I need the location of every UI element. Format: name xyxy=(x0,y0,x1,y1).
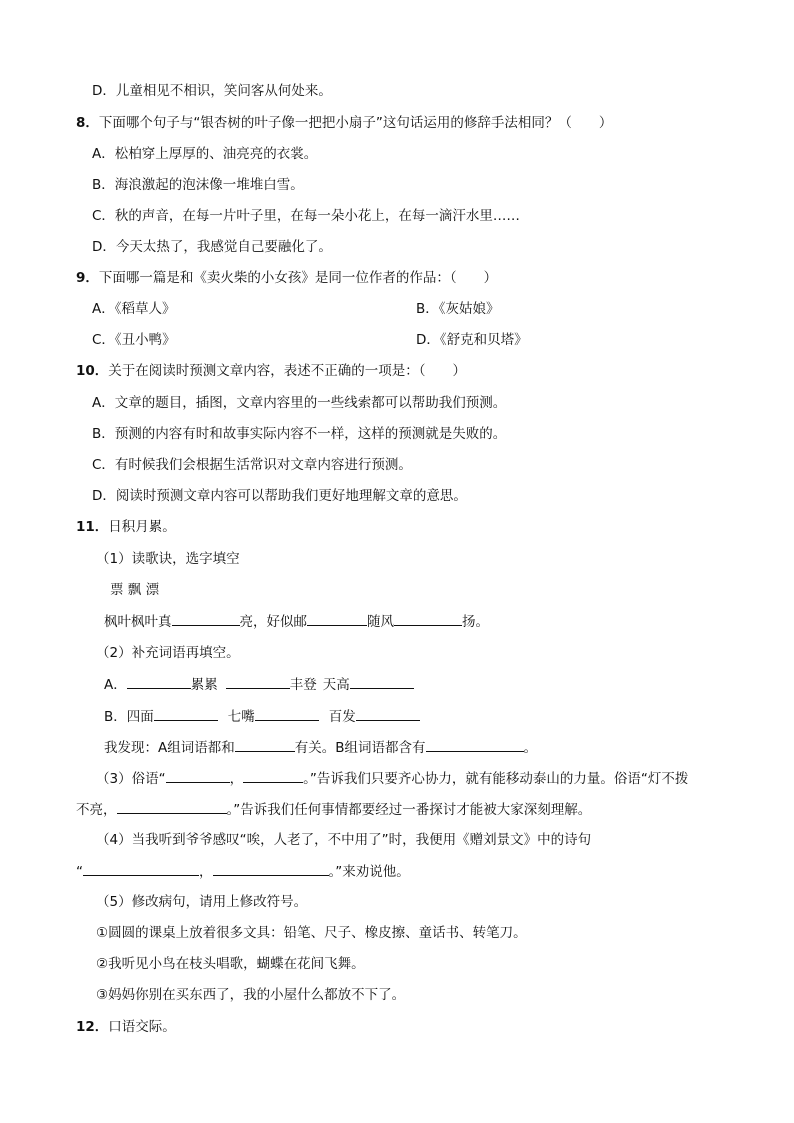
q11-part5-sentence-1: ①圆圆的课桌上放着很多文具：铅笔、尺子、橡皮擦、童话书、转笔刀。 xyxy=(96,925,527,941)
q11-part4-line1: （4）当我听到爷爷感叹“唉，人老了，不中用了”时，我便用《赠刘景文》中的诗句 xyxy=(96,832,592,848)
question-8-number: 8． xyxy=(76,115,99,131)
q11-part2-b-blank-2[interactable] xyxy=(255,706,319,721)
q11-part3-text-3: 不亮， xyxy=(76,802,117,818)
q11-part4-text-1: “ xyxy=(76,864,83,880)
q11-part4-comma: ， xyxy=(199,864,213,880)
q10-option-c: C．有时候我们会根据生活常识对文章内容进行预测。 xyxy=(92,457,412,473)
q11-part3-text-1: （3）俗语“ xyxy=(96,771,166,787)
q11-part2-group-b xyxy=(104,706,420,727)
q11-part1-blank-2[interactable] xyxy=(307,611,367,626)
q10-option-a: A．文章的题目，插图，文章内容里的一些线索都可以帮助我们预测。 xyxy=(92,395,507,411)
question-12-title: 口语交际。 xyxy=(108,1019,176,1035)
q7-option-d: D．儿童相见不相识，笑问客从何处来。 xyxy=(92,83,332,99)
question-11-stem xyxy=(76,517,176,537)
question-8-stem xyxy=(76,113,612,133)
q11-part1-sentence xyxy=(104,611,489,632)
question-11-title: 日积月累。 xyxy=(108,519,176,535)
q8-option-a: A．松柏穿上厚厚的、油亮亮的衣裳。 xyxy=(92,146,318,162)
q11-part2-a-prefix: A． xyxy=(104,677,127,693)
q11-part1-blank-3[interactable] xyxy=(394,611,462,626)
q11-part2-finding xyxy=(104,737,537,758)
q11-part2-find-text-1: 我发现：A组词语都和 xyxy=(104,740,235,756)
q8-option-b: B．海浪激起的泡沫像一堆堆白雪。 xyxy=(92,177,304,193)
question-8-text: 下面哪个句子与“银杏树的叶子像一把把小扇子”这句话运用的修辞手法相同？（ ） xyxy=(98,115,613,131)
q11-part2-b-word-2: 七嘴 xyxy=(227,709,255,725)
q11-part2-a-blank-2[interactable] xyxy=(226,674,290,689)
q11-part3-comma: ， xyxy=(229,771,244,787)
question-9-stem xyxy=(76,268,497,288)
question-10-number: 10． xyxy=(76,363,109,379)
q11-part3-text-4: 。”告诉我们任何事情都要经过一番探讨才能被大家深刻理解。 xyxy=(226,802,592,818)
q11-part4-line2 xyxy=(76,861,410,882)
q11-part3-blank-2[interactable] xyxy=(243,768,303,783)
q11-part1-blank-1[interactable] xyxy=(172,611,240,626)
question-10-text: 关于在阅读时预测文章内容，表述不正确的一项是：（ ） xyxy=(108,363,467,379)
q9-option-a: A．《稻草人》 xyxy=(92,301,176,317)
question-12-stem xyxy=(76,1017,176,1037)
q11-part5-sentence-3: ③妈妈你别在买东西了，我的小屋什么都放不下了。 xyxy=(96,987,406,1003)
question-12-number: 12． xyxy=(76,1019,109,1035)
q11-part3-blank-1[interactable] xyxy=(166,768,230,783)
q11-part3-line2 xyxy=(76,799,591,820)
q11-part2-a-word-1: 累累 xyxy=(190,677,218,693)
q11-part1-text-2: 亮，好似邮 xyxy=(239,614,307,630)
q11-part1-text-4: 扬。 xyxy=(462,614,489,630)
question-11-number: 11． xyxy=(76,519,109,535)
q10-option-b: B．预测的内容有时和故事实际内容不一样，这样的预测就是失败的。 xyxy=(92,426,507,442)
q11-part5-sentence-2: ②我听见小鸟在枝头唱歌，蝴蝶在花间飞舞。 xyxy=(96,956,365,972)
q10-option-d: D．阅读时预测文章内容可以帮助我们更好地理解文章的意思。 xyxy=(92,488,467,504)
q11-part2-b-prefix: B． xyxy=(104,709,127,725)
q11-part1-text-1: 枫叶枫叶真 xyxy=(104,614,172,630)
question-10-stem xyxy=(76,361,466,381)
q11-part2-a-blank-1[interactable] xyxy=(127,674,191,689)
q11-part2-b-blank-1[interactable] xyxy=(154,706,218,721)
q11-part4-blank-1[interactable] xyxy=(83,861,199,876)
q11-part2-b-word-1: 四面 xyxy=(126,709,154,725)
question-9-number: 9． xyxy=(76,270,99,286)
q11-part2-b-word-3: 百发 xyxy=(328,709,356,725)
q11-part2-find-text-2: 有关。B组词语都含有 xyxy=(294,740,426,756)
q11-part3-text-2: 。”告诉我们只要齐心协力，就有能移动泰山的力量。俗语“灯不拨 xyxy=(303,771,689,787)
q9-option-c: C．《丑小鸭》 xyxy=(92,332,176,348)
q11-part5-label: （5）修改病句，请用上修改符号。 xyxy=(96,894,308,910)
q11-part2-b-blank-3[interactable] xyxy=(356,706,420,721)
q11-part2-a-word-3: 天高 xyxy=(322,677,350,693)
q9-option-b: B．《灰姑娘》 xyxy=(416,301,500,317)
q11-part4-text-2: 。”来劝说他。 xyxy=(328,864,410,880)
q11-part1-text-3: 随风 xyxy=(367,614,394,630)
q8-option-d: D．今天太热了，我感觉自己要融化了。 xyxy=(92,239,332,255)
q11-part3-line1 xyxy=(96,768,688,789)
q11-part2-find-blank-1[interactable] xyxy=(235,737,295,752)
q11-part1-label: （1）读歌诀，选字填空 xyxy=(96,551,240,567)
q11-part1-chars: 票 飘 漂 xyxy=(110,582,160,598)
q11-part2-group-a xyxy=(104,674,414,695)
question-9-text: 下面哪一篇是和《卖火柴的小女孩》是同一位作者的作品：（ ） xyxy=(98,270,498,286)
q11-part2-a-word-2: 丰登 xyxy=(289,677,317,693)
q11-part3-blank-3[interactable] xyxy=(117,799,227,814)
q11-part2-find-blank-2[interactable] xyxy=(426,737,524,752)
q9-option-d: D．《舒克和贝塔》 xyxy=(416,332,528,348)
q8-option-c: C．秋的声音，在每一片叶子里，在每一朵小花上，在每一滴汗水里…… xyxy=(92,208,520,224)
q11-part4-blank-2[interactable] xyxy=(213,861,329,876)
q11-part2-label: （2）补充词语再填空。 xyxy=(96,645,240,661)
q11-part2-find-text-3: 。 xyxy=(523,740,538,756)
q11-part2-a-blank-3[interactable] xyxy=(350,674,414,689)
